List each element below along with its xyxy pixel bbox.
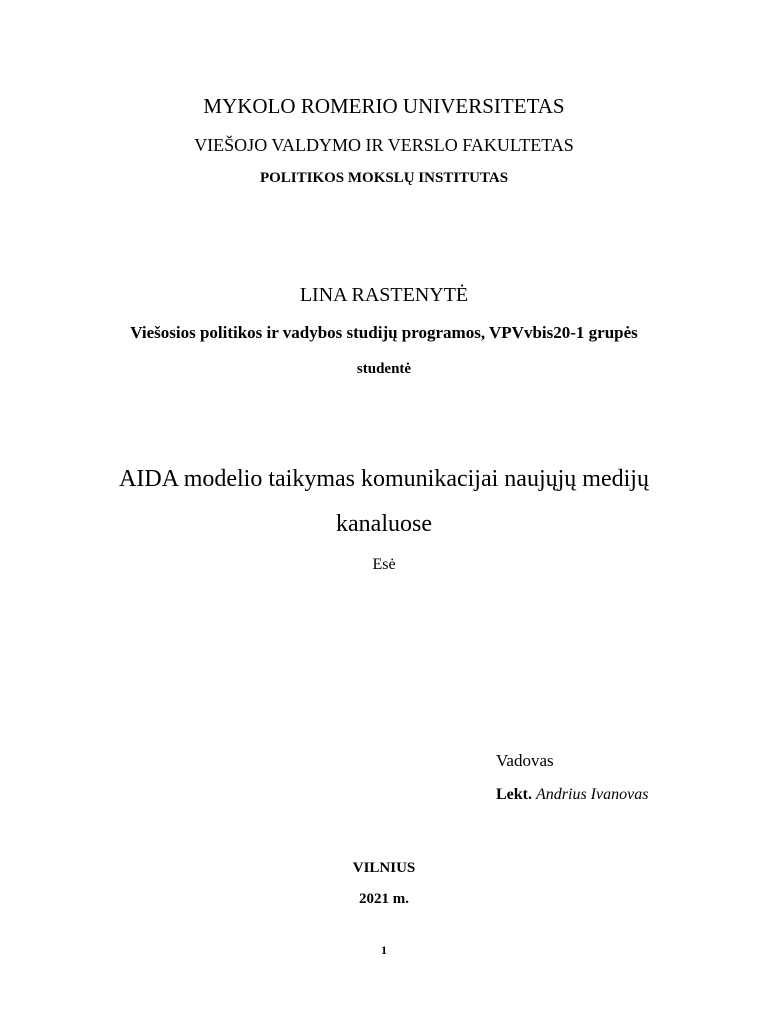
university-name: MYKOLO ROMERIO UNIVERSITETAS — [203, 94, 565, 118]
city: VILNIUS — [352, 860, 416, 876]
supervisor-label: Vadovas — [496, 751, 554, 770]
page-number: 1 — [381, 943, 387, 957]
study-program-line-1: Viešosios politikos ir vadybos studijų programos, VPVvbis20-1 grupės — [130, 323, 638, 342]
study-program-line-2: studentė — [356, 361, 412, 377]
work-title-line-1: AIDA modelio taikymas komunikacijai naujųjų medijų — [119, 466, 649, 492]
supervisor-name: Andrius Ivanovas — [536, 786, 649, 803]
document-type: Esė — [372, 556, 396, 573]
institute-name: POLITIKOS MOKSLŲ INSTITUTAS — [259, 170, 509, 186]
author-name: LINA RASTENYTĖ — [299, 284, 469, 306]
work-title-line-2: kanaluose — [336, 511, 432, 537]
faculty-name: VIEŠOJO VALDYMO IR VERSLO FAKULTETAS — [194, 135, 574, 155]
year: 2021 m. — [359, 891, 409, 907]
supervisor-line — [496, 787, 648, 803]
supervisor-title: Lekt. — [496, 786, 532, 803]
